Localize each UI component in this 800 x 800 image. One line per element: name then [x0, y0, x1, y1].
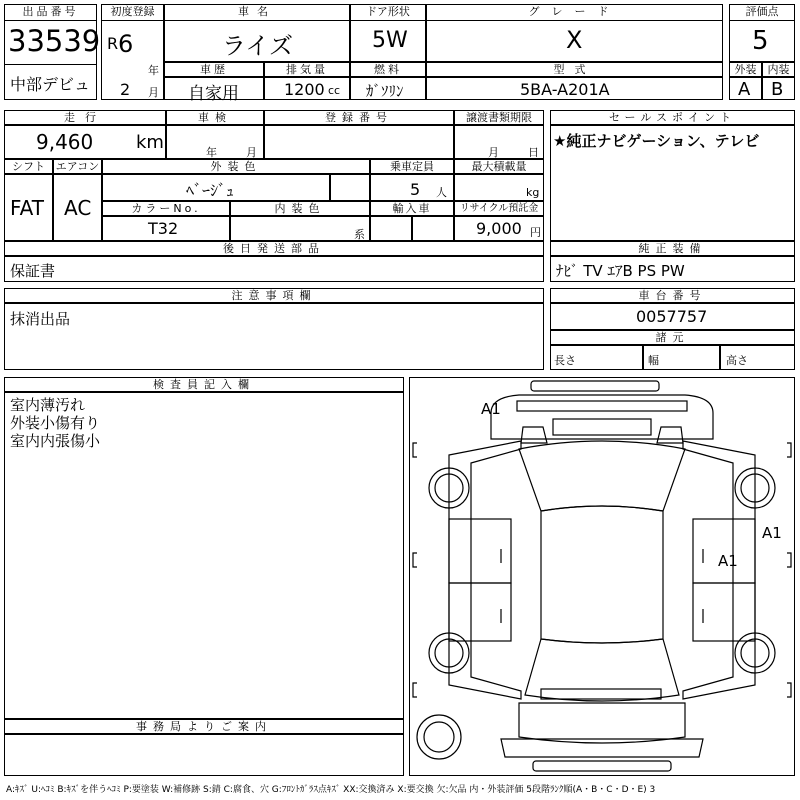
transfer-day-unit: 日	[528, 146, 539, 159]
ext-label: 外装	[729, 62, 762, 77]
bracket-right	[787, 443, 791, 457]
int-label: 内装	[762, 62, 795, 77]
inspector-line: 室内薄汚れ	[10, 396, 86, 414]
score: 5	[752, 26, 769, 56]
chassis-label: 車台番号	[550, 288, 795, 303]
front-door-right	[693, 519, 755, 583]
capacity-unit: 人	[436, 186, 447, 199]
transfer-label: 譲渡書類期限	[454, 110, 544, 125]
rear-door-left	[449, 583, 511, 641]
recycle-unit: 円	[530, 226, 541, 239]
color-no: T32	[148, 219, 179, 238]
grade-label: グレード	[426, 4, 723, 21]
tail-panel	[501, 739, 703, 757]
office-cell	[4, 734, 404, 776]
ext-color-blank-cell	[330, 174, 370, 201]
color-no-label: カラーNo.	[102, 201, 230, 216]
import-label: 輸入車	[370, 201, 454, 216]
score-label: 評価点	[729, 4, 795, 21]
shift-label: シフト	[4, 159, 53, 174]
inspection-month-unit: 月	[246, 146, 257, 159]
roof	[541, 506, 663, 643]
recycle-label: リサイクル預託金	[454, 201, 544, 216]
rear-bumper-lower	[533, 761, 671, 771]
import-cell-b	[412, 216, 454, 241]
after-parts-cell	[4, 256, 544, 282]
after-parts-label: 後日発送部品	[4, 241, 544, 256]
int-color-cell	[230, 216, 370, 241]
inspector-line: 室内内張傷小	[10, 432, 101, 450]
mileage: 9,460	[36, 130, 94, 154]
reg-no-label: 登録番号	[264, 110, 454, 125]
ext-color-label: 外装色	[102, 159, 370, 174]
windshield	[519, 441, 685, 511]
first-reg-year: 6	[118, 30, 134, 58]
lot-no-label: 出品番号	[4, 4, 97, 21]
fuel: ｶﾞｿﾘﾝ	[366, 82, 404, 100]
car-diagram	[409, 377, 795, 776]
bracket-left	[413, 443, 417, 457]
mileage-label: 走行	[4, 110, 166, 125]
trunk	[519, 703, 685, 743]
bracket-left-mid	[413, 553, 417, 567]
mileage-unit: km	[136, 132, 164, 153]
lot-no: 33539	[8, 24, 101, 58]
genuine-text: ﾅﾋﾞ TV ｴｱB PS PW	[556, 262, 685, 280]
notes-label: 注意事項欄	[4, 288, 544, 303]
displacement-label: 排気量	[264, 62, 350, 77]
rear-bumper	[541, 689, 661, 699]
bracket-right-low	[787, 683, 791, 697]
month-unit: 月	[148, 86, 159, 99]
first-reg-label: 初度登録	[101, 4, 164, 21]
ac-label: エアコン	[53, 159, 102, 174]
office-label: 事務局よりご案内	[4, 719, 404, 734]
car-name-label: 車名	[164, 4, 350, 21]
model-label: 型式	[426, 62, 723, 77]
year-unit: 年	[148, 64, 159, 77]
car-name: ライズ	[222, 32, 294, 60]
width-label: 幅	[648, 354, 659, 367]
chassis-number: 0057757	[636, 307, 708, 326]
after-parts: 保証書	[10, 262, 56, 280]
front-grille	[517, 401, 687, 411]
front-door-left	[449, 519, 511, 583]
max-load-unit: kg	[526, 186, 540, 199]
displacement-unit: cc	[328, 84, 341, 97]
legend: A:ｷｽﾞ U:ﾍｺﾐ B:ｷｽﾞを伴うﾍｺﾐ P:要塗装 W:補修跡 S:錆 C:腐食、穴 G:ﾌﾛﾝﾄｶﾞﾗｽ点ｷｽﾞ XX:交換済み X:要交換 欠:欠品 内・外装評価 5段階ﾗﾝｸ順(A・B・C・D・E) 3	[6, 785, 656, 795]
damage-mark-side: A1	[762, 524, 782, 542]
capacity: 5	[410, 180, 421, 199]
length-label: 長さ	[554, 354, 576, 367]
transfer-month-unit: 月	[488, 146, 499, 159]
door-label: ドア形状	[350, 4, 426, 21]
bracket-right-mid	[787, 553, 791, 567]
hood-outline	[491, 395, 713, 439]
reg-no-cell	[264, 125, 454, 159]
history: 自家用	[188, 84, 239, 104]
era: R	[107, 34, 119, 53]
damage-mark-door: A1	[718, 552, 738, 570]
venue: 中部デビュ	[10, 75, 91, 94]
displacement: 1200	[284, 80, 325, 99]
genuine-label: 純正装備	[550, 241, 795, 256]
sales-points-label: セールスポイント	[550, 110, 795, 125]
headlamp-left	[521, 427, 547, 443]
int-grade: B	[771, 79, 784, 100]
recycle: 9,000	[476, 219, 522, 238]
door: 5W	[372, 28, 408, 53]
spare-wheel-inner	[424, 722, 454, 752]
spec-label: 諸元	[550, 330, 795, 345]
import-cell-a	[370, 216, 412, 241]
first-reg-month: 2	[120, 80, 131, 99]
notes-text: 抹消出品	[10, 310, 71, 328]
capacity-label: 乗車定員	[370, 159, 454, 174]
bracket-left-low	[413, 683, 417, 697]
inspector-line: 外装小傷有り	[10, 414, 101, 432]
shift: FAT	[10, 196, 45, 220]
int-color-label: 内装色	[230, 201, 370, 216]
notes-cell	[4, 303, 544, 370]
ext-color: ﾍﾞｰｼﾞｭ	[186, 181, 235, 200]
ext-grade: A	[738, 79, 751, 100]
headlamp-right	[657, 427, 683, 443]
ac: AC	[64, 196, 92, 220]
fuel-label: 燃料	[350, 62, 426, 77]
rear-window	[525, 639, 679, 701]
inspector-label: 検査員記入欄	[4, 377, 404, 392]
grade: X	[566, 26, 583, 54]
damage-mark-front: A1	[481, 400, 501, 418]
hood-panel	[553, 419, 651, 435]
sales-points-text: ★純正ナビゲーション、テレビ	[553, 132, 760, 150]
inspector-notes	[10, 396, 100, 450]
inspection-label: 車検	[166, 110, 264, 125]
history-label: 車歴	[164, 62, 264, 77]
inspection-year-unit: 年	[206, 146, 217, 159]
model: 5BA-A201A	[520, 80, 610, 99]
rear-door-right	[693, 583, 755, 641]
max-load-label: 最大積載量	[454, 159, 544, 174]
height-label: 高さ	[726, 354, 748, 367]
front-bumper	[531, 381, 659, 391]
int-color-unit: 系	[354, 228, 365, 241]
